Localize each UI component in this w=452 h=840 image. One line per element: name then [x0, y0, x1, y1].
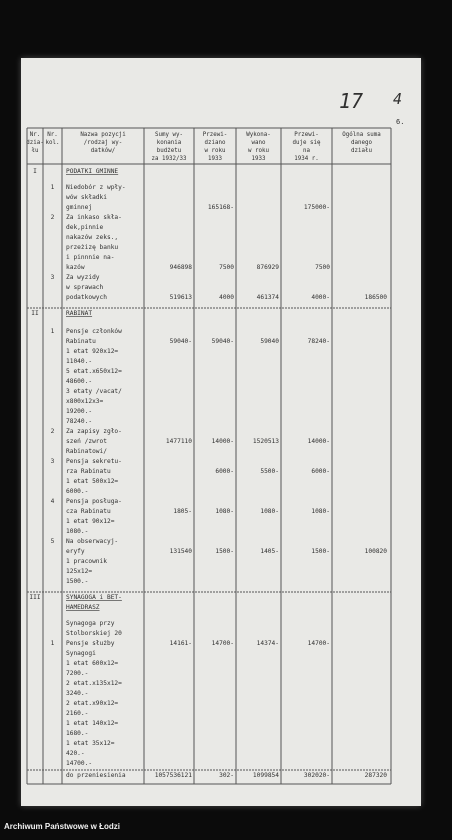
item-name: 1500.-	[66, 578, 89, 585]
item-name: wów składki	[66, 194, 107, 201]
header-nr_kol-line: Nr.	[47, 132, 58, 138]
value-przewiduje: 1500-	[311, 548, 330, 555]
value-wykonano: 1520513	[252, 438, 279, 445]
header-ogolna-line: Ogólna suma	[342, 132, 381, 138]
value-wykonano: 5500-	[260, 468, 279, 475]
item-name: dek,pinnie	[66, 224, 104, 231]
item-name: 1 etat 90x12=	[66, 518, 115, 525]
item-name: do przeniesienia	[66, 772, 126, 779]
page-number: 6.	[396, 118, 405, 126]
header-sumy-line: konania	[156, 140, 182, 146]
value-ogolna: 100820	[364, 548, 387, 555]
item-name: 14700.-	[66, 760, 93, 767]
item-name: 2160.-	[66, 710, 89, 717]
header-ogolna-line: danego	[351, 140, 372, 146]
item-name: 1 etat 500x12=	[66, 478, 119, 485]
value-sumy: 519613	[169, 294, 192, 301]
header-przewidziano-line: w roku	[204, 148, 226, 154]
item-name: cza Rabinatu	[66, 508, 111, 515]
header-sumy-line: Sumy wy-	[155, 132, 183, 138]
item-name: rza Rabinatu	[66, 468, 111, 475]
header-przewidziano-line: 1933	[208, 156, 222, 162]
kol-number: 5	[50, 538, 55, 545]
value-przewidziano: 302-	[219, 772, 234, 779]
value-przewidziano: 6000-	[215, 468, 234, 475]
item-name: eryfy	[66, 548, 85, 555]
item-name: Pensja posługa-	[66, 498, 122, 505]
item-name: 1 etat 920x12=	[66, 348, 119, 355]
header-nazwa-line: datków/	[90, 148, 116, 154]
item-name: 1080.-	[66, 528, 89, 535]
item-name: SYNAGOGA i BET-	[66, 594, 122, 601]
handwritten-mark: 17	[339, 89, 364, 113]
item-name: 7200.-	[66, 670, 89, 677]
item-name: 6000.-	[66, 488, 89, 495]
kol-number: 2	[50, 428, 55, 435]
value-przewidziano: 4000	[219, 294, 234, 301]
kol-number: 1	[50, 184, 55, 191]
header-nr_dzialu-line: dzia-	[26, 140, 44, 146]
item-name: 1 pracownik	[66, 558, 107, 565]
item-name: Rabinatowi/	[66, 448, 107, 455]
item-name: 2 etat.x135x12=	[66, 680, 122, 687]
item-name: Synagoga przy	[66, 620, 115, 627]
ledger-table	[21, 58, 421, 806]
value-przewidziano: 14700-	[211, 640, 234, 647]
item-name: Pensja sekretu-	[66, 458, 122, 465]
value-przewiduje: 78240-	[307, 338, 330, 345]
kol-number: 3	[50, 458, 55, 465]
value-przewidziano: 165168-	[207, 204, 234, 211]
item-name: HAMEDRASZ	[66, 604, 100, 611]
item-name: Rabinatu	[66, 338, 96, 345]
item-name: 11040.-	[66, 358, 93, 365]
value-przewidziano: 59040-	[211, 338, 234, 345]
item-name: Pensje członków	[66, 328, 122, 335]
dzial-number: III	[29, 594, 41, 601]
value-wykonano: 876929	[256, 264, 279, 271]
kol-number: 3	[50, 274, 55, 281]
item-name: RABINAT	[66, 310, 93, 317]
value-przewiduje: 302020-	[303, 772, 330, 779]
value-przewiduje: 6000-	[311, 468, 330, 475]
item-name: i pinnnie na-	[66, 254, 115, 261]
item-name: przeżizę banku	[66, 244, 119, 251]
item-name: 1 etat 35x12=	[66, 740, 115, 747]
item-name: Za inkaso skła-	[66, 214, 122, 221]
item-name: 5 etat.x650x12=	[66, 368, 122, 375]
item-name: Na obserwacyj-	[66, 538, 119, 545]
value-przewidziano: 14000-	[211, 438, 234, 445]
header-nr_kol-line: kol.	[45, 140, 60, 146]
item-name: Za wyzidy	[66, 274, 100, 281]
header-przewiduje-line: duje się	[292, 140, 321, 146]
item-name: 1 etat 140x12=	[66, 720, 119, 727]
value-przewiduje: 4000-	[311, 294, 330, 301]
item-name: kazów	[66, 264, 85, 271]
header-przewidziano-line: Przewi-	[202, 132, 228, 138]
header-przewiduje-line: na	[303, 148, 310, 154]
item-name: 125x12=	[66, 568, 93, 575]
value-wykonano: 461374	[256, 294, 279, 301]
value-przewiduje: 1080-	[311, 508, 330, 515]
header-wykonano-line: Wykona-	[246, 132, 271, 138]
value-wykonano: 1405-	[260, 548, 279, 555]
value-sumy: 946898	[169, 264, 192, 271]
item-name: 19200.-	[66, 408, 93, 415]
item-name: Synagogi	[66, 650, 96, 657]
header-nazwa-line: Nazwa pozycji	[80, 132, 126, 138]
value-wykonano: 1080-	[260, 508, 279, 515]
header-sumy-line: za 1932/33	[151, 156, 187, 162]
value-przewiduje: 14000-	[307, 438, 330, 445]
header-nr_dzialu-line: łu	[31, 148, 39, 154]
value-ogolna: 287320	[364, 772, 387, 779]
value-sumy: 1477110	[165, 438, 192, 445]
item-name: Pensje służby	[66, 640, 115, 647]
value-sumy: 1057536121	[154, 772, 192, 779]
header-przewidziano-line: dziano	[204, 140, 226, 146]
item-name: szeń /zwrot	[66, 438, 107, 445]
value-przewidziano: 1080-	[215, 508, 234, 515]
item-name: 420.-	[66, 750, 85, 757]
item-name: podatkowych	[66, 294, 107, 301]
item-name: 48600.-	[66, 378, 93, 385]
item-name: 2 etat.x90x12=	[66, 700, 119, 707]
kol-number: 2	[50, 214, 55, 221]
value-przewidziano: 1500-	[215, 548, 234, 555]
item-name: nakazów zeks.,	[66, 234, 119, 241]
value-wykonano: 59040	[260, 338, 279, 345]
handwritten-mark-2: 4	[393, 90, 403, 108]
dzial-number: II	[31, 310, 39, 317]
header-przewiduje-line: 1934 r.	[294, 156, 319, 162]
dzial-number: I	[33, 168, 37, 175]
value-wykonano: 1099854	[252, 772, 279, 779]
value-ogolna: 186500	[364, 294, 387, 301]
kol-number: 1	[50, 328, 55, 335]
value-przewidziano: 7500	[219, 264, 234, 271]
header-sumy-line: budżetu	[156, 148, 182, 154]
item-name: w sprawach	[66, 284, 104, 291]
item-name: gminnej	[66, 204, 93, 211]
header-wykonano-line: w roku	[248, 148, 269, 154]
kol-number: 1	[50, 640, 55, 647]
header-przewiduje-line: Przewi-	[294, 132, 319, 138]
item-name: Niedobór z wpły-	[66, 184, 126, 191]
value-przewiduje: 7500	[315, 264, 330, 271]
value-sumy: 1805-	[173, 508, 192, 515]
value-przewiduje: 175000-	[303, 204, 330, 211]
item-name: x800x12x3=	[66, 398, 104, 405]
value-wykonano: 14374-	[256, 640, 279, 647]
item-name: 3 etaty /vacat/	[66, 388, 122, 395]
header-nazwa-line: /rodzaj wy-	[83, 140, 123, 146]
item-name: 3240.-	[66, 690, 89, 697]
item-name: Stolborskiej 20	[66, 630, 122, 637]
header-ogolna-line: działu	[351, 148, 372, 154]
archive-label: Archiwum Państwowe w Łodzi	[4, 822, 121, 831]
item-name: Za zapisy zgło-	[66, 428, 122, 435]
header-nr_dzialu-line: Nr.	[29, 132, 41, 138]
item-name: 1 etat 600x12=	[66, 660, 119, 667]
header-wykonano-line: wano	[251, 140, 266, 146]
item-name: 1680.-	[66, 730, 89, 737]
header-wykonano-line: 1933	[251, 156, 266, 162]
item-name: PODATKI GMINNE	[66, 168, 119, 175]
kol-number: 4	[50, 498, 55, 505]
document-page	[21, 58, 421, 806]
value-sumy: 131540	[169, 548, 192, 555]
value-przewiduje: 14700-	[307, 640, 330, 647]
value-sumy: 14161-	[169, 640, 192, 647]
value-sumy: 59040-	[169, 338, 192, 345]
item-name: 78240.-	[66, 418, 93, 425]
